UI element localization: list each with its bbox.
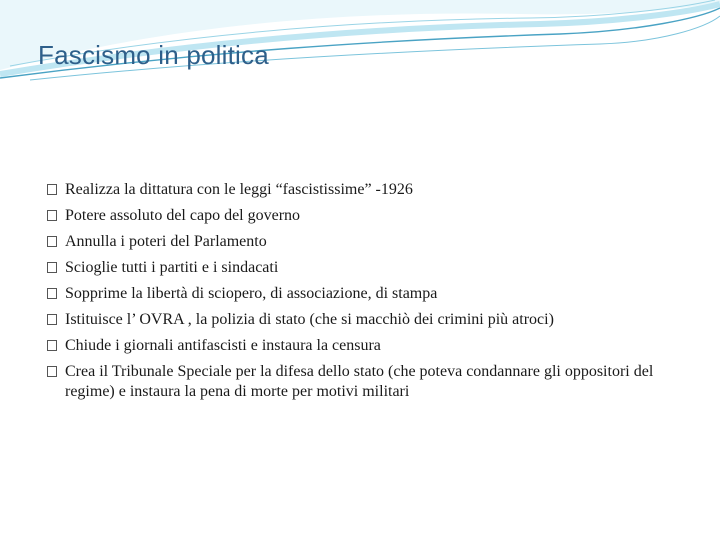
checkbox-bullet-icon [47,210,57,221]
bullet-item [47,310,687,330]
bullet-item [47,258,687,278]
bullet-item [47,180,687,200]
checkbox-bullet-icon [47,288,57,299]
checkbox-bullet-icon [47,314,57,325]
checkbox-bullet-icon [47,236,57,247]
bullet-text: Istituisce l’ OVRA , la polizia di stato (che si macchiò dei crimini più atroci) [65,311,554,328]
slide-title: Fascismo in politica [38,40,269,70]
bullet-item [47,362,687,402]
checkbox-bullet-icon [47,262,57,273]
bullet-text: Sopprime la libertà di sciopero, di associazione, di stampa [65,285,438,302]
bullet-text: Crea il Tribunale Speciale per la difesa dello stato (che poteva condannare gli oppositori del regime) e instaura la pena di morte per motivi militari [65,363,654,400]
bullet-item [47,232,687,252]
bullet-text: Scioglie tutti i partiti e i sindacati [65,259,279,276]
bullet-text: Realizza la dittatura con le leggi “fascistissime” -1926 [65,181,413,198]
bullet-list [47,180,687,408]
checkbox-bullet-icon [47,366,57,377]
bullet-item [47,336,687,356]
bullet-text: Potere assoluto del capo del governo [65,207,301,224]
bullet-item [47,284,687,304]
bullet-text: Annulla i poteri del Parlamento [65,233,267,250]
bullet-text: Chiude i giornali antifascisti e instaura la censura [65,337,381,354]
bullet-item [47,206,687,226]
checkbox-bullet-icon [47,340,57,351]
checkbox-bullet-icon [47,184,57,195]
